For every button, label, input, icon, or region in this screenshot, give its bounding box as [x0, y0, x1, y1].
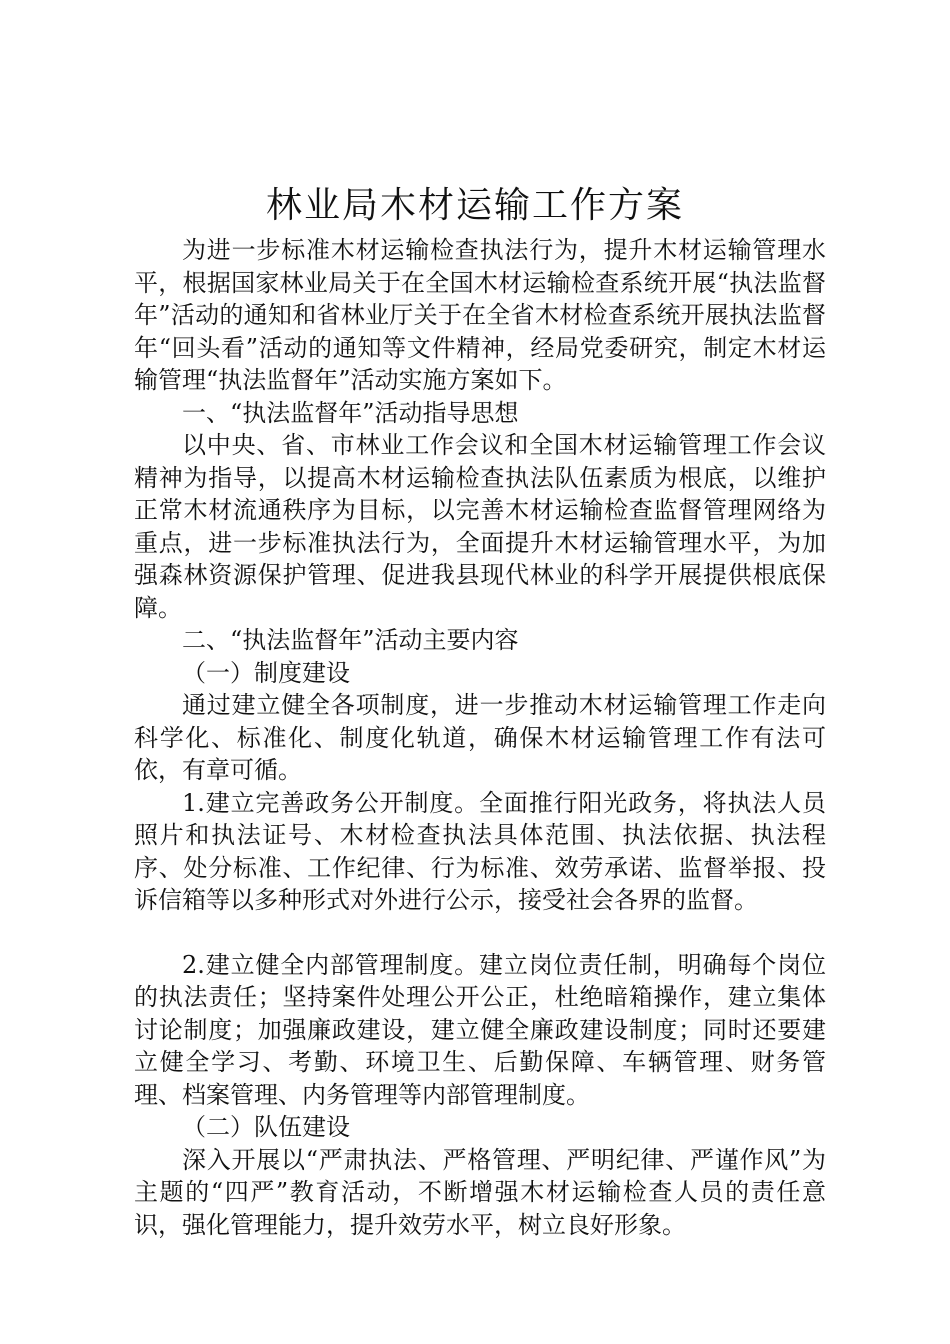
system-building-paragraph: 通过建立健全各项制度，进一步推动木材运输管理工作走向科学化、标准化、制度化轨道，确保木材运输管理工作有法可依，有章可循。: [134, 691, 826, 784]
intro-paragraph: 为进一步标准木材运输检查执法行为，提升木材运输管理水平，根据国家林业局关于在全国木材运输检查系统开展“执法监督年”活动的通知和省林业厅关于在全省木材检查系统开展执法监督年“回头看”活动的通知等文件精神，经局党委研究，制定木材运输管理“执法监督年”活动实施方案如下。: [134, 236, 826, 394]
section-heading-main-content: 二、“执法监督年”活动主要内容: [182, 626, 519, 654]
guiding-ideology-paragraph: 以中央、省、市林业工作会议和全国木材运输管理工作会议精神为指导，以提高木材运输检查执法队伍素质为根底，以维护正常木材流通秩序为目标，以完善木材运输检查监督管理网络为重点，进一步标准执法行为，全面提升木材运输管理水平，为加强森林资源保护管理、促进我县现代林业的科学开展提供根底保障。: [134, 431, 826, 622]
subsection-heading-system-building: （一）制度建设: [182, 658, 350, 687]
item-2-paragraph: 2.建立健全内部管理制度。建立岗位责任制，明确每个岗位的执法责任；坚持案件处理公开公正，杜绝暗箱操作，建立集体讨论制度；加强廉政建设，建立健全廉政建设制度；同时还要建立健全学习、考勤、环境卫生、后勤保障、车辆管理、财务管理、档案管理、内务管理等内部管理制度。: [134, 950, 826, 1109]
document-body: [134, 234, 826, 1241]
team-building-paragraph: 深入开展以“严肃执法、严格管理、严明纪律、严谨作风”为主题的“四严”教育活动，不断增强木材运输检查人员的责任意识，强化管理能力，提升效劳水平，树立良好形象。: [134, 1145, 826, 1239]
section-heading-guiding-ideology: 一、“执法监督年”活动指导思想: [182, 398, 519, 427]
item-1-paragraph: 1.建立完善政务公开制度。全面推行阳光政务，将执法人员照片和执法证号、木材检查执法具体范围、执法依据、执法程序、处分标准、工作纪律、行为标准、效劳承诺、监督举报、投诉信箱等以多种形式对外进行公示，接受社会各界的监督。: [134, 788, 826, 914]
document-title: 林业局木材运输工作方案: [265, 185, 684, 226]
subsection-heading-team-building: （二）队伍建设: [182, 1113, 350, 1141]
